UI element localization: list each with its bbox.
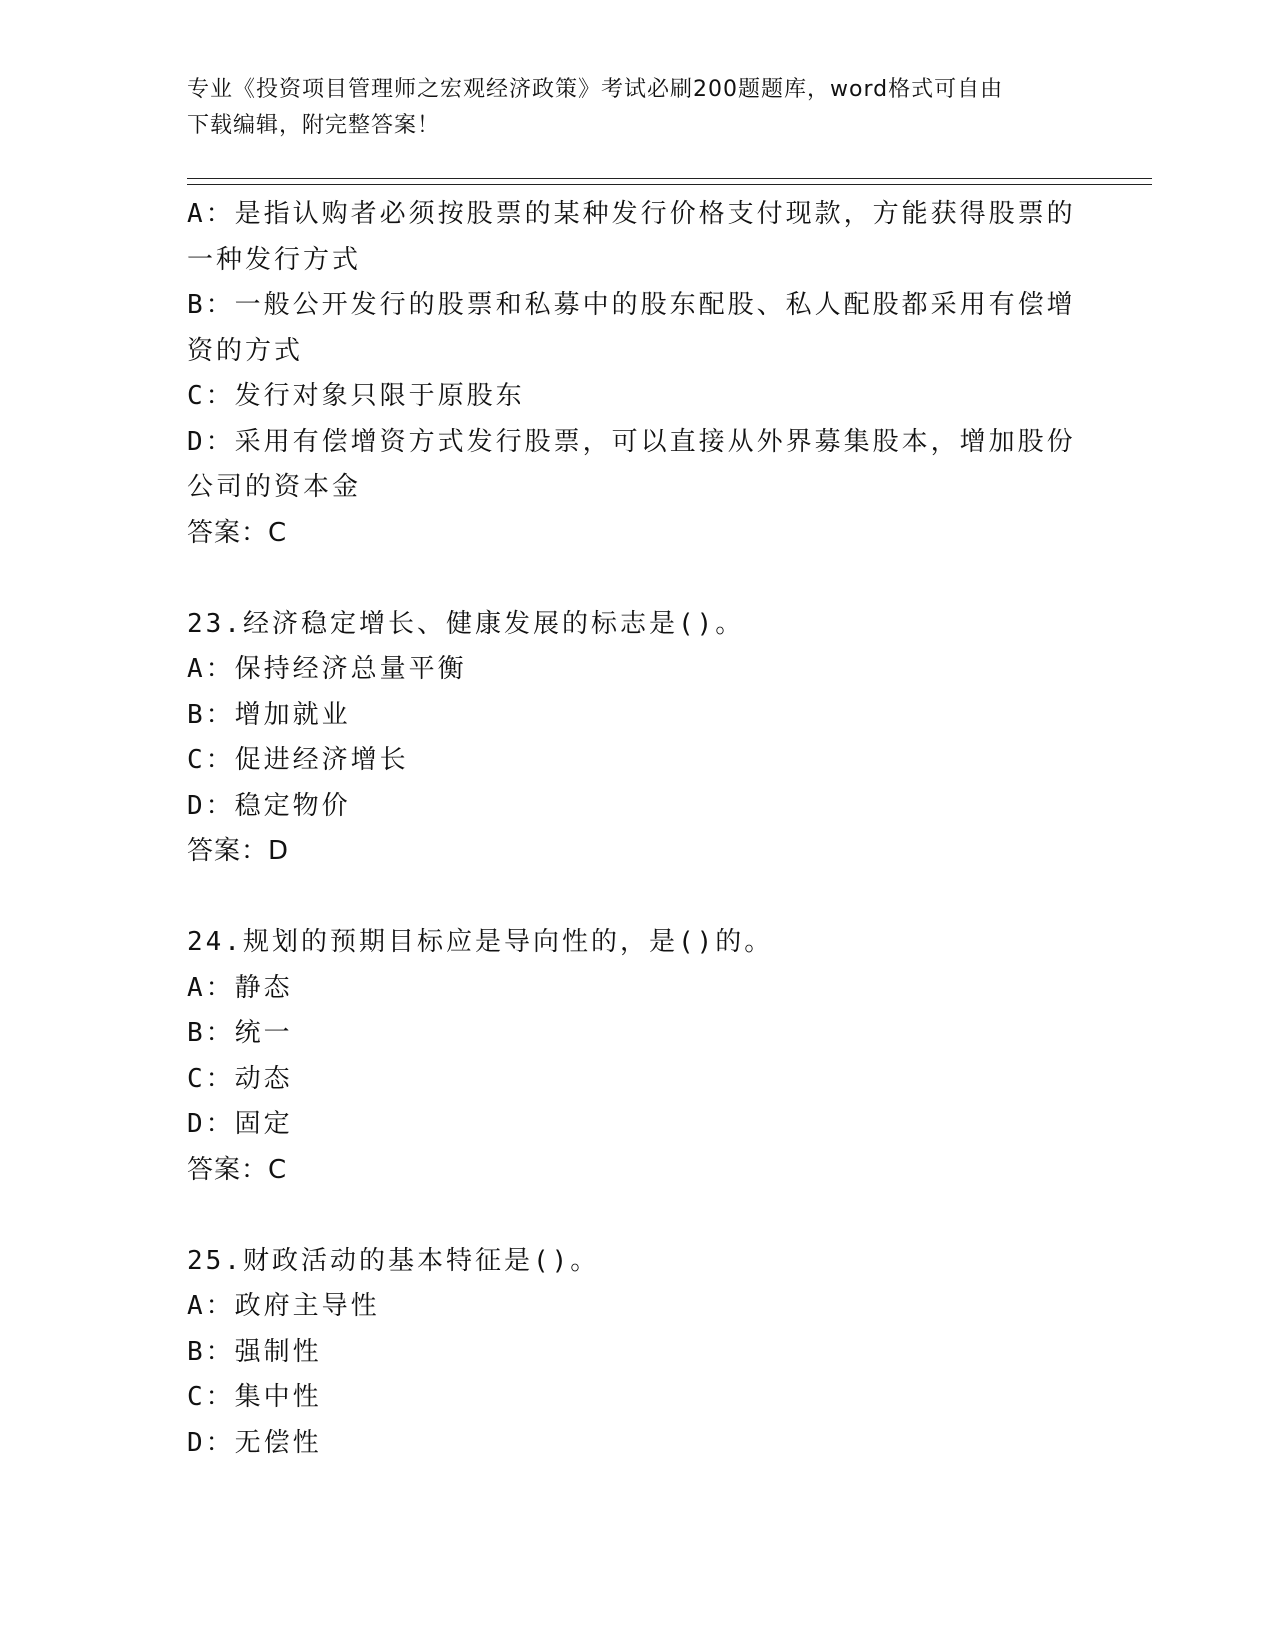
option-c: C：集中性 <box>187 1382 322 1412</box>
option-a: A：静态 <box>187 972 293 1003</box>
question-spacer <box>187 875 1087 921</box>
question-spacer <box>187 1193 1087 1239</box>
option-a-line-2: 一种发行方式 <box>187 244 362 275</box>
question-25-block <box>187 1239 1087 1467</box>
question-stem: 25.财政活动的基本特征是()。 <box>187 1245 600 1276</box>
option-b-line-2: 资的方式 <box>187 335 304 366</box>
option-b-line-1: B：一般公开发行的股票和私募中的股东配股、私人配股都采用有偿增 <box>187 290 1076 320</box>
option-b: B：强制性 <box>187 1336 322 1367</box>
option-d-line-2: 公司的资本金 <box>187 472 362 502</box>
option-c-line-1: C：发行对象只限于原股东 <box>187 381 525 411</box>
answer-label: 答案：C <box>187 1154 288 1185</box>
option-d: D：稳定物价 <box>187 790 351 821</box>
option-a: A：保持经济总量平衡 <box>187 654 467 684</box>
header-line-2: 下载编辑，附完整答案！ <box>187 113 441 138</box>
question-list <box>187 192 1087 1466</box>
question-23-block <box>187 602 1087 875</box>
question-spacer <box>187 556 1087 602</box>
prev-question-block <box>187 192 1087 556</box>
option-d: D：无偿性 <box>187 1427 322 1458</box>
answer-label: 答案：D <box>187 836 290 866</box>
option-c: C：促进经济增长 <box>187 745 409 775</box>
option-b: B：增加就业 <box>187 699 351 730</box>
answer-label: 答案：C <box>187 517 288 548</box>
header-divider-top <box>187 178 1152 179</box>
question-stem: 23.经济稳定增长、健康发展的标志是()。 <box>187 608 745 639</box>
document-header <box>187 72 1067 144</box>
option-a-line-1: A：是指认购者必须按股票的某种发行价格支付现款，方能获得股票的 <box>187 199 1076 229</box>
option-a: A：政府主导性 <box>187 1291 380 1321</box>
header-divider-bottom <box>187 184 1152 185</box>
option-d: D：固定 <box>187 1109 293 1139</box>
question-stem: 24.规划的预期目标应是导向性的，是()的。 <box>187 927 774 957</box>
option-c: C：动态 <box>187 1063 293 1094</box>
header-line-1: 专业《投资项目管理师之宏观经济政策》考试必刷200题题库，word格式可自由 <box>187 77 1004 102</box>
option-d-line-1: D：采用有偿增资方式发行股票，可以直接从外界募集股本，增加股份 <box>187 426 1076 457</box>
question-24-block <box>187 920 1087 1193</box>
option-b: B：统一 <box>187 1018 293 1048</box>
